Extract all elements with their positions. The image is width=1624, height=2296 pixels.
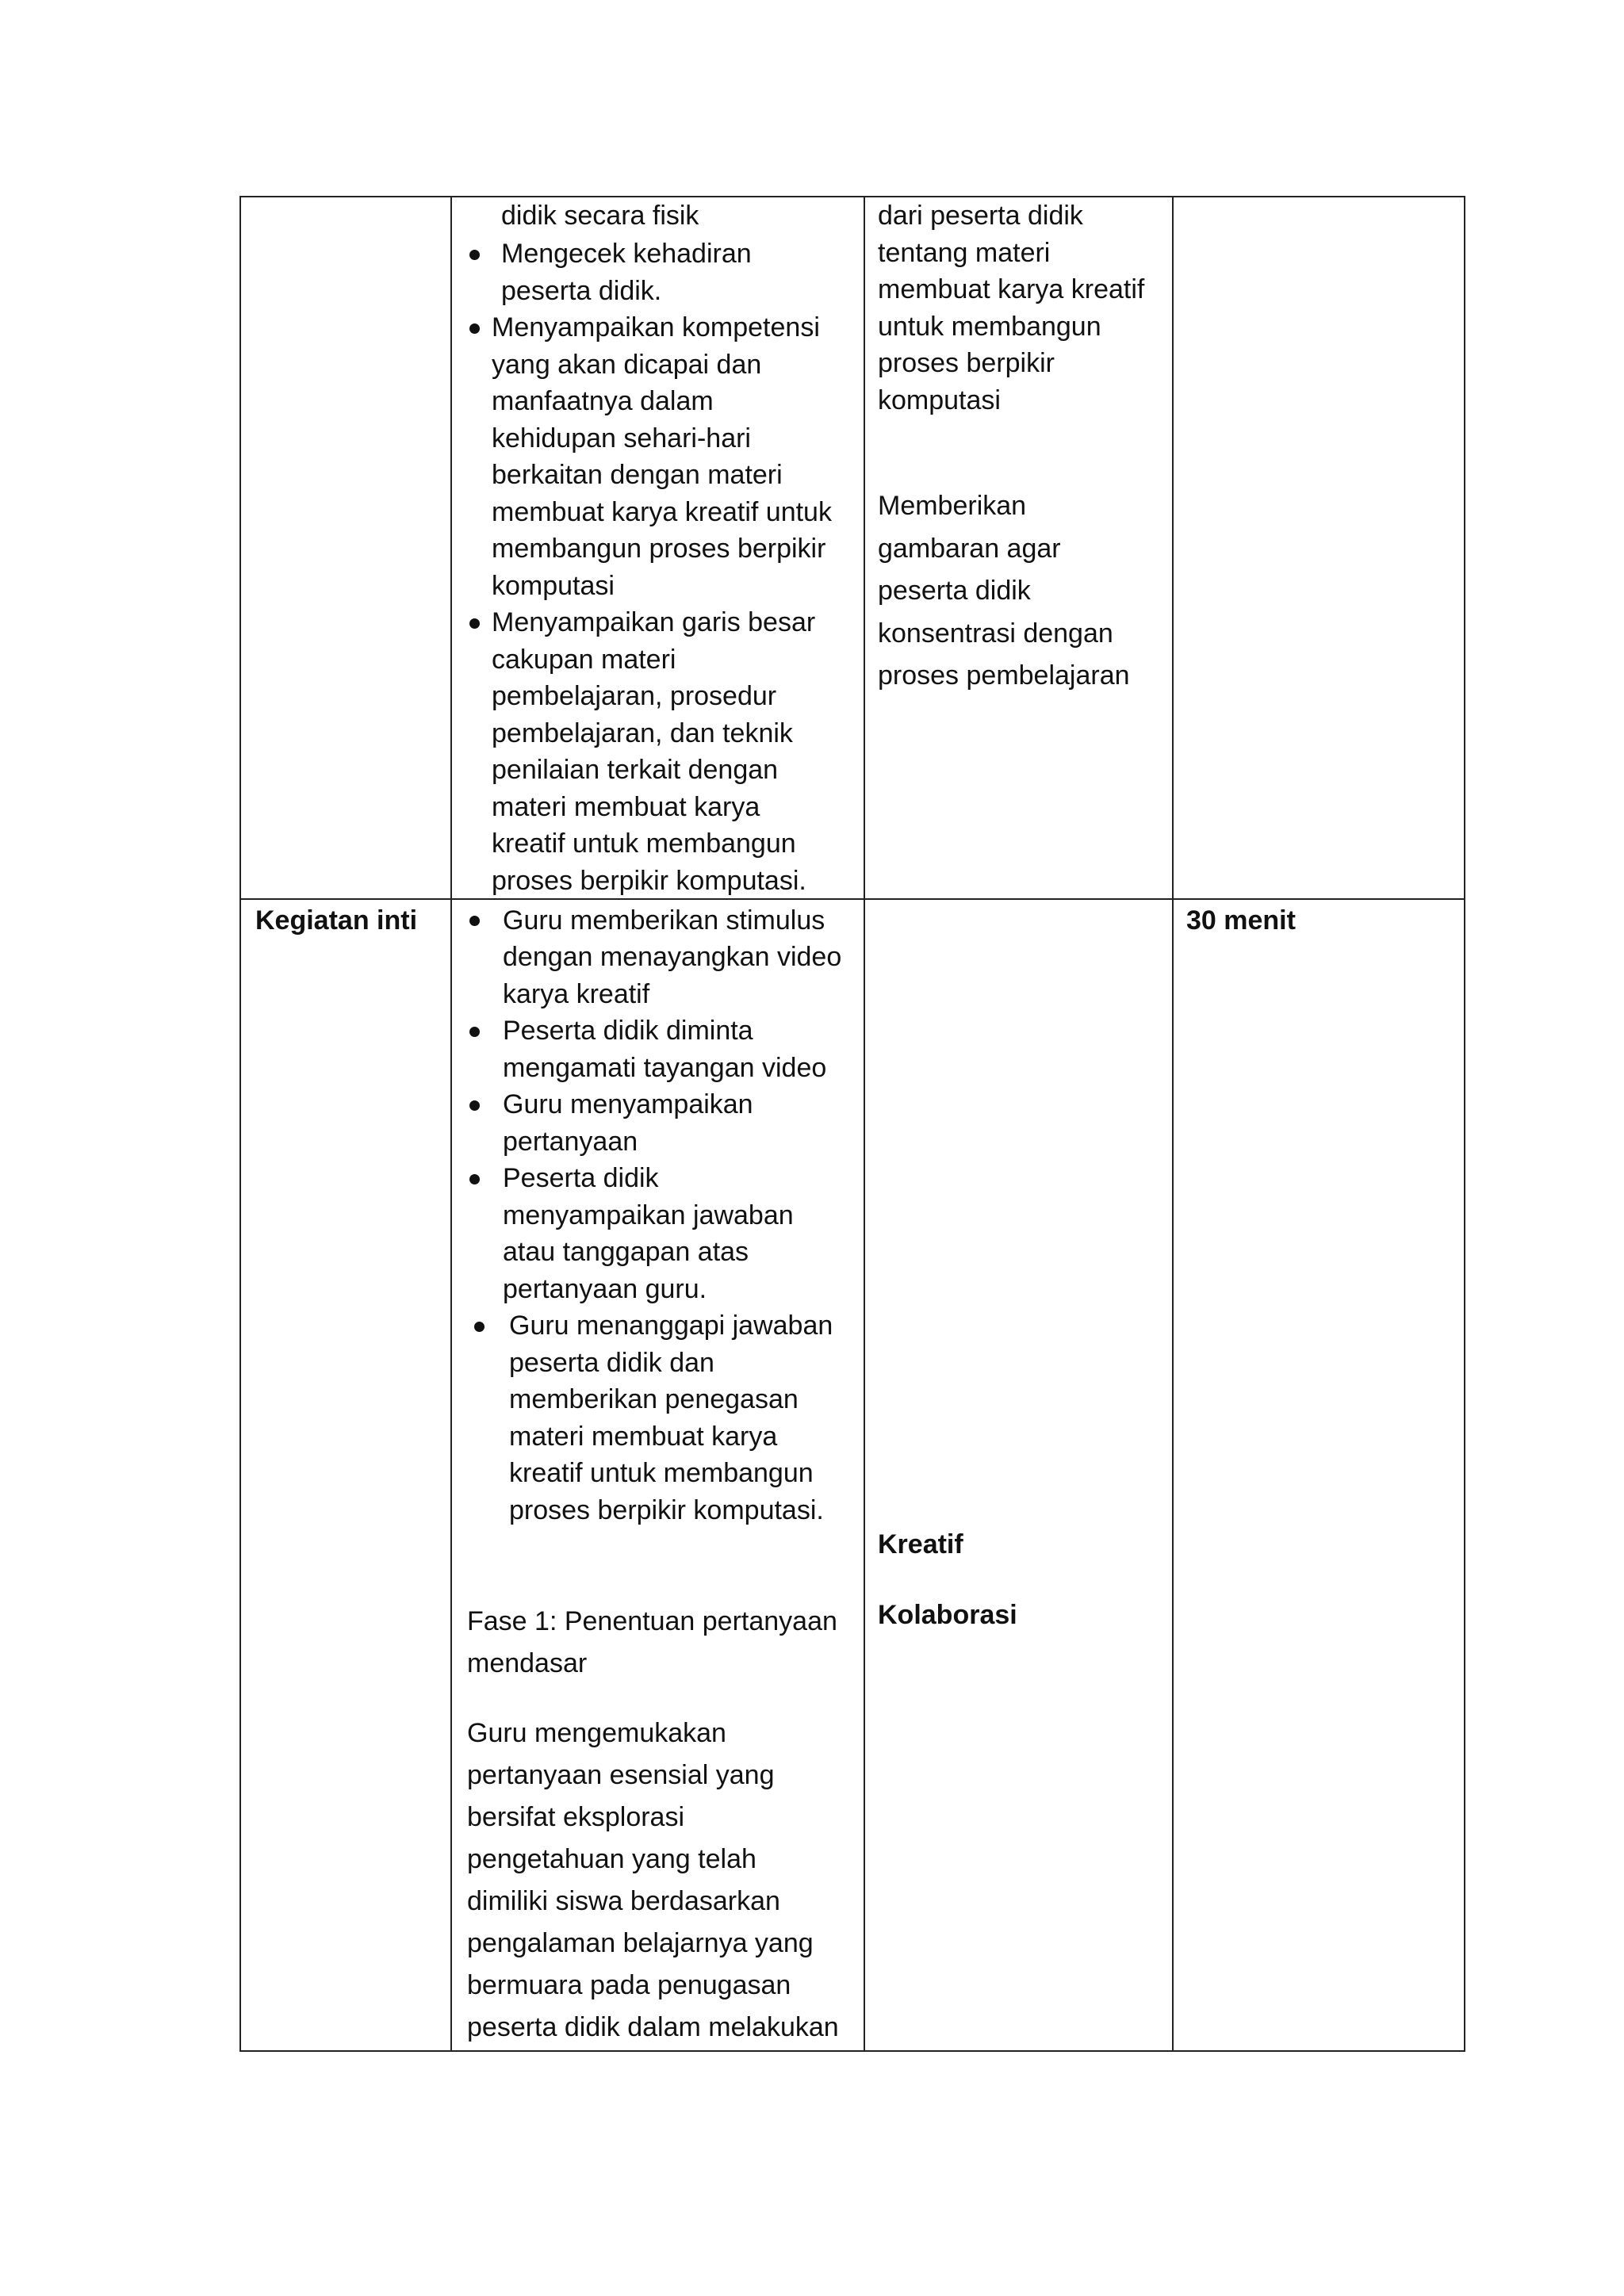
note-line: proses berpikir	[878, 348, 1055, 378]
activity-line: Peserta didik diminta	[503, 1016, 753, 1046]
note-line: gambaran agar	[878, 534, 1061, 564]
paragraph-line: pengetahuan yang telah	[467, 1844, 756, 1874]
activity-line: menyampaikan jawaban	[503, 1200, 794, 1230]
activity-line: kreatif untuk membangun	[509, 1458, 814, 1488]
duration-label: 30 menit	[1186, 905, 1296, 936]
phase-title-line: Fase 1: Penentuan pertanyaan	[467, 1606, 837, 1636]
activity-line: materi membuat karya	[509, 1422, 778, 1452]
table-border-right	[1464, 196, 1465, 2052]
activity-line: pertanyaan	[503, 1127, 638, 1157]
activity-line: pembelajaran, dan teknik	[492, 718, 793, 748]
activity-line: materi membuat karya	[492, 792, 760, 822]
table-border-left	[239, 196, 241, 2052]
note-line: Memberikan	[878, 491, 1027, 521]
activity-line: dengan menayangkan video	[503, 942, 842, 972]
table-column-divider-1	[450, 196, 452, 2052]
table-column-divider-3	[1172, 196, 1174, 2052]
bullet-icon	[474, 1322, 485, 1332]
note-line: membuat karya kreatif	[878, 274, 1145, 304]
note-line: tentang materi	[878, 238, 1051, 268]
table-border-bottom	[239, 2050, 1465, 2052]
paragraph-line: bersifat eksplorasi	[467, 1802, 685, 1832]
bullet-icon	[469, 916, 480, 926]
activity-line: Mengecek kehadiran	[501, 239, 752, 269]
note-line: komputasi	[878, 385, 1001, 415]
note-line: proses pembelajaran	[878, 660, 1130, 691]
table-column-divider-2	[864, 196, 865, 2052]
paragraph-line: Guru mengemukakan	[467, 1718, 726, 1748]
note-line: konsentrasi dengan	[878, 618, 1113, 649]
paragraph-line: bermuara pada penugasan	[467, 1970, 791, 2000]
activity-line: membangun proses berpikir	[492, 534, 826, 564]
phase-title-line: mendasar	[467, 1648, 588, 1678]
activity-line: pertanyaan guru.	[503, 1274, 707, 1304]
activity-line: membuat karya kreatif untuk	[492, 497, 832, 527]
activity-line: proses berpikir komputasi.	[492, 866, 806, 896]
activity-line: karya kreatif	[503, 979, 650, 1009]
table-border-top	[239, 196, 1465, 197]
activity-line: kehidupan sehari-hari	[492, 423, 751, 453]
paragraph-line: pengalaman belajarnya yang	[467, 1928, 814, 1958]
bullet-icon	[469, 250, 480, 260]
activity-line: peserta didik.	[501, 276, 662, 306]
note-line: peserta didik	[878, 576, 1031, 606]
bullet-icon	[469, 1100, 480, 1111]
bullet-icon	[469, 1027, 480, 1037]
bullet-icon	[469, 323, 480, 334]
activity-line: proses berpikir komputasi.	[509, 1495, 824, 1525]
activity-line: Guru memberikan stimulus	[503, 905, 825, 936]
activity-line: Peserta didik	[503, 1163, 659, 1193]
note-line: dari peserta didik	[878, 201, 1083, 231]
table-row-divider	[239, 898, 1465, 900]
activity-line: cakupan materi	[492, 645, 676, 675]
activity-line: Menyampaikan garis besar	[492, 607, 816, 637]
paragraph-line: pertanyaan esensial yang	[467, 1760, 775, 1790]
paragraph-line: dimiliki siswa berdasarkan	[467, 1886, 780, 1916]
activity-line: Guru menanggapi jawaban	[509, 1311, 833, 1341]
activity-line: atau tanggapan atas	[503, 1237, 749, 1267]
bullet-icon	[469, 1174, 480, 1184]
activity-line: yang akan dicapai dan	[492, 350, 762, 380]
activity-line: Guru menyampaikan	[503, 1089, 753, 1119]
activity-line: peserta didik dan	[509, 1348, 714, 1378]
activity-line: komputasi	[492, 571, 615, 601]
note-line: untuk membangun	[878, 312, 1101, 342]
activity-line: pembelajaran, prosedur	[492, 681, 777, 711]
activity-line: penilaian terkait dengan	[492, 755, 779, 785]
value-label-kreatif: Kreatif	[878, 1529, 963, 1559]
paragraph-line: peserta didik dalam melakukan	[467, 2012, 839, 2042]
activity-stage-label: Kegiatan inti	[255, 905, 418, 936]
activity-line: kreatif untuk membangun	[492, 828, 796, 859]
activity-line: memberikan penegasan	[509, 1384, 799, 1414]
activity-line: berkaitan dengan materi	[492, 460, 783, 490]
bullet-icon	[469, 618, 480, 629]
activity-line: manfaatnya dalam	[492, 386, 714, 416]
value-label-kolaborasi: Kolaborasi	[878, 1600, 1017, 1630]
activity-line: Menyampaikan kompetensi	[492, 312, 820, 342]
activity-line: didik secara fisik	[501, 201, 699, 231]
activity-line: mengamati tayangan video	[503, 1053, 827, 1083]
